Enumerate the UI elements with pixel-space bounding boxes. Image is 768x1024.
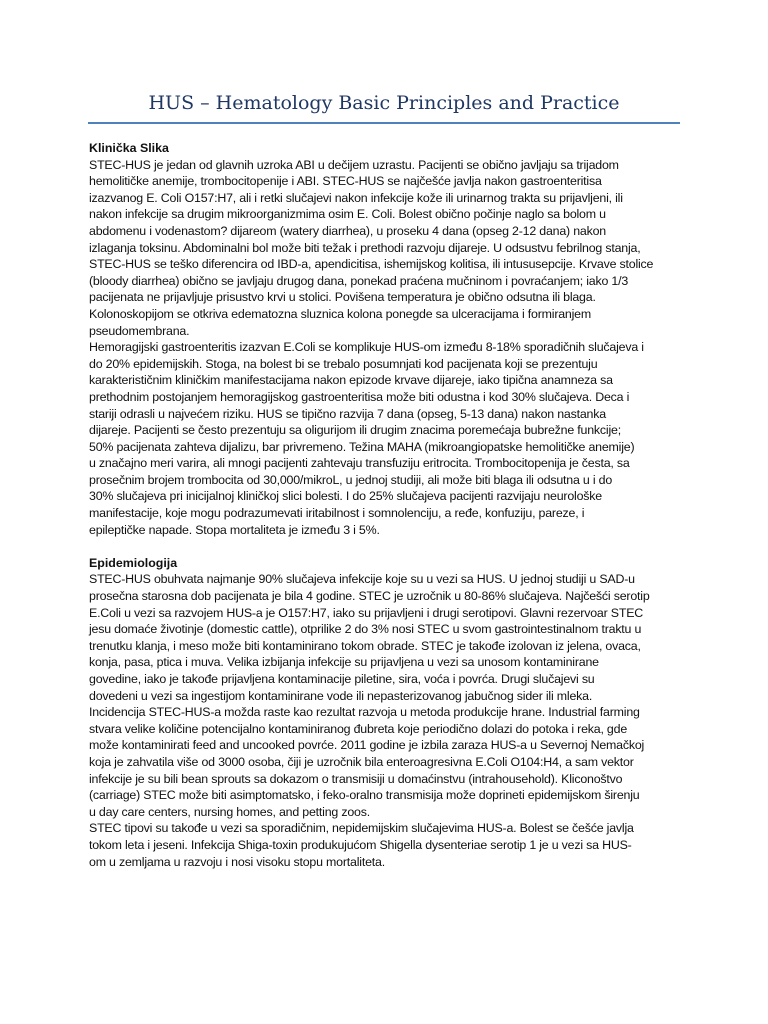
text-line: (bloody diarrhea) obično se javljaju drugog dana, ponekad praćena mučninom i povraćanjem; iako 1/3 <box>89 273 629 288</box>
text-line: STEC-HUS obuhvata najmanje 90% slučajeva infekcije koje su u vezi sa HUS. U jednoj studiji u SAD-u <box>89 572 635 587</box>
text-line: (carriage) STEC može biti asimptomatsko, i feko-oralno transmisija može doprineti epidemijskom širenju <box>89 788 640 803</box>
text-line: E.Coli u vezi sa razvojem HUS-a je O157:H7, iako su prijavljeni i drugi serotipovi. Glavni rezervoar STEC <box>89 605 644 620</box>
text-line: stvara velike količine potencijalno kontaminiranog đubreta koje periodično dolazi do potoka i reka, gde <box>89 721 628 736</box>
text-line: do 20% epidemijskih. Stoga, na bolest bi se trebalo posumnjati kod pacijenata koji se prezentuju <box>89 356 598 371</box>
text-line: u day care centers, nursing homes, and petting zoos. <box>89 804 370 819</box>
text-line: tokom leta i jeseni. Infekcija Shiga-toxin produkujućom Shigella dysenteriae serotip 1 je u vezi sa HUS- <box>89 837 632 852</box>
text-line: STEC-HUS je jedan od glavnih uzroka ABI u dečijem uzrastu. Pacijenti se obično javljaju sa trijadom <box>89 157 619 172</box>
text-line: prosečnim brojem trombocita od 30,000/mikroL, u jednoj studiji, ali može biti blaga ili odsutna u i do <box>89 472 613 487</box>
section-heading-klinicka: Klinička Slika <box>89 141 169 155</box>
text-line: prethodnim postojanjem hemoragijskog gastroenteritisa može biti odustna i kod 30% slučajeva. Deca i <box>89 389 630 404</box>
text-line: izlaganja toksinu. Abdominalni bol može biti težak i prethodi razvoju dijareje. U odsustvu febrilnog stanja, <box>89 240 641 255</box>
text-line: pacijenata ne prijavljuje prisustvo krvi u stolici. Povišena temperatura je obično odsutna ili blaga. <box>89 290 596 305</box>
text-line: STEC-HUS se teško diferencira od IBD-a, apendicitisa, ishemijskog kolitisa, ili intususepcije. Krvave stolice <box>89 257 654 272</box>
text-line: prosečna starosna dob pacijenata je bila 4 godine. STEC je uzročnik u 80-86% slučajeva. Najčešći serotip <box>89 589 650 604</box>
text-line: om u zemljama u razvoju i nosi visoku stopu mortaliteta. <box>89 854 385 869</box>
section-heading-epidemiologija: Epidemiologija <box>89 555 178 570</box>
text-line: stariji odrasli u najvećem riziku. HUS se tipično razvija 7 dana (opseg, 5-13 dana) nakon nastanka <box>89 406 606 421</box>
section-body-klinicka <box>89 157 681 539</box>
text-line: u značajno meri varira, ali mnogi pacijenti zahtevaju transfuziju eritrocita. Trombocitopenija je česta, sa <box>89 456 630 471</box>
text-line: dovedeni u vezi sa ingestijom kontaminirane vode ili nepasterizovanog jabučnog sider ili mleka. <box>89 688 593 703</box>
text-line: 50% pacijenata zahteva dijalizu, bar privremeno. Težina MAHA (mikroangiopatske hemolitičke anemije) <box>89 439 635 454</box>
text-line: 30% slučajeva pri inicijalnoj kliničkoj slici bolesti. I do 25% slučajeva pacijenti razvijaju neurološke <box>89 489 602 504</box>
document-title: HUS – Hematology Basic Principles and Practice <box>148 92 620 114</box>
title-underline <box>88 122 680 124</box>
text-line: dijareje. Pacijenti se često prezentuju sa oligurijom ili drugim znacima poremećaja bubrežne funkcije; <box>89 423 621 438</box>
text-line: pseudomembrana. <box>89 323 190 338</box>
text-line: koja je zahvatila više od 3000 osoba, čiji je uzročnik bila enteroagresivna E.Coli O104:H4, a sam vektor <box>89 754 634 769</box>
text-line: izazvanog E. Coli O157:H7, ali i retki slučajevi nakon infekcije kože ili urinarnog trakta su prijavljeni, ili <box>89 190 623 205</box>
text-line: Hemoragijski gastroenteritis izazvan E.Coli se komplikuje HUS-om između 8-18% sporadičnih slučajeva i <box>89 340 644 355</box>
text-line: govedine, iako je takođe prijavljena kontaminacije piletine, sira, voća i povrća. Drugi slučajevi su <box>89 672 595 686</box>
text-line: karakterističnim kliničkim manifestacijama nakon epizode krvave dijareje, iako tipična anamneza sa <box>89 373 613 388</box>
text-line: manifestacije, koje mogu podrazumevati iritabilnost i somnolenciju, a ređe, konfuziju, pareze, i <box>89 506 585 521</box>
text-line: konja, pasa, ptica i muva. Velika izbijanja infekcije su prijavljena u vezi sa unosom kontaminirane <box>89 655 599 670</box>
text-line: epileptičke napade. Stopa mortaliteta je između 3 i 5%. <box>89 522 380 537</box>
text-line: Incidencija STEC-HUS-a možda raste kao rezultat razvoja u metoda produkcije hrane. Industrial farming <box>89 705 640 720</box>
text-line: jesu domaće životinje (domestic cattle), otprilike 2 do 3% nosi STEC u svom gastrointestinalnom traktu u <box>89 622 642 637</box>
document-body <box>89 140 681 870</box>
section-spacer <box>89 538 681 555</box>
text-line: nakon infekcije sa drugim mikroorganizmima osim E. Coli. Bolest obično počinje naglo sa bolom u <box>89 207 606 222</box>
text-line: može kontaminirati feed and uncooked povrće. 2011 godine je izbila zaraza HUS-a u Severnoj Nemačkoj <box>89 738 645 753</box>
text-line: STEC tipovi su takođe u vezi sa sporadičnim, nepidemijskim slučajevima HUS-a. Bolest se češće javlja <box>89 821 634 836</box>
section-body-epidemiologija <box>89 571 681 870</box>
text-line: abdomenu i vodenastom? dijareom (watery diarrhea), u proseku 4 dana (opseg 2-12 dana) nakon <box>89 223 606 238</box>
text-line: Kolonoskopijom se otkriva edematozna sluznica kolona ponegde sa ulceracijama i formiranjem <box>89 306 591 321</box>
text-line: hemolitičke anemije, trombocitopenije i ABI. STEC-HUS se najčešće javlja nakon gastroenteritisa <box>89 174 602 189</box>
text-line: trenutku klanja, i meso može biti kontaminirano tokom obrade. STEC je takođe izolovan iz jelena, ovaca, <box>89 638 641 653</box>
text-line: infekcije je su bili bean sprouts sa dokazom o transmisiji u domaćinstvu (intrahousehold). Kliconoštvo <box>89 771 623 786</box>
